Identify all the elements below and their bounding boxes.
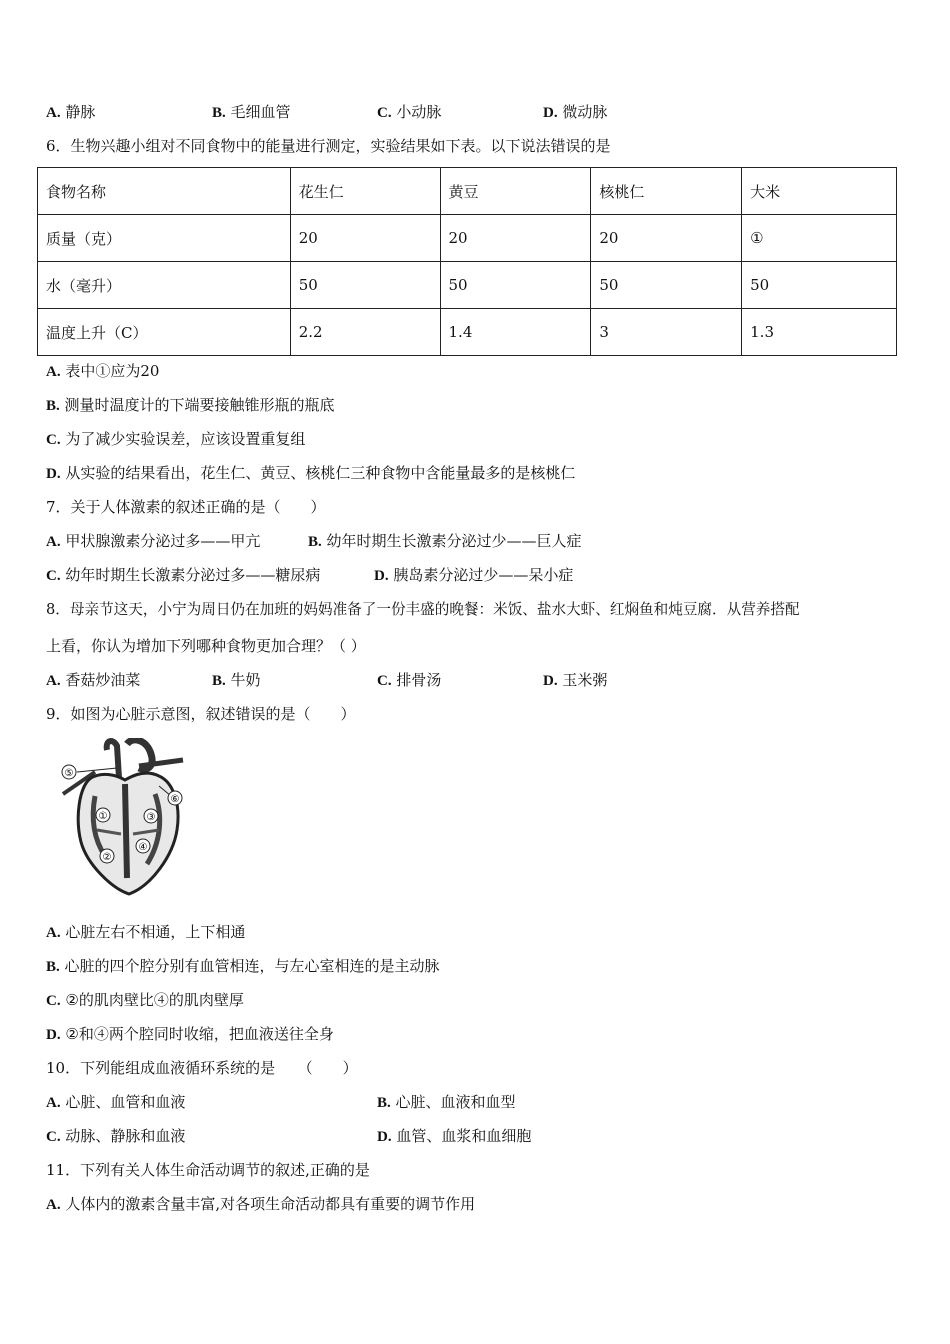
q6-option-c: C. 为了减少实验误差，应该设置重复组	[46, 430, 306, 448]
q11-stem: 11．下列有关人体生命活动调节的叙述,正确的是	[46, 1161, 370, 1179]
table-cell: 食物名称	[38, 168, 291, 215]
heart-diagram	[55, 738, 195, 898]
table-row	[38, 168, 897, 215]
heart-vessel	[107, 741, 119, 778]
q6-option-d: D. 从实验的结果看出，花生仁、黄豆、核桃仁三种食物中含能量最多的是核桃仁	[46, 464, 576, 482]
table-row	[38, 309, 897, 356]
table-cell: ①	[742, 215, 897, 262]
food-energy-table	[37, 167, 897, 356]
table-row	[38, 262, 897, 309]
table-cell: 温度上升（C）	[38, 309, 291, 356]
label-5: ⑤	[64, 768, 74, 779]
table-cell: 20	[591, 215, 742, 262]
q8-option-b: B. 牛奶	[212, 671, 261, 689]
q9-option-b: B. 心脏的四个腔分别有血管相连，与左心室相连的是主动脉	[46, 957, 440, 975]
label-3: ③	[146, 812, 156, 823]
q7-option-b: B. 幼年时期生长激素分泌过少——巨人症	[308, 532, 582, 550]
q7-option-d: D. 胰岛素分泌过少——呆小症	[374, 566, 574, 584]
table-cell: 50	[440, 262, 591, 309]
q10-option-c: C. 动脉、静脉和血液	[46, 1127, 186, 1145]
table-cell: 50	[591, 262, 742, 309]
table-cell: 水（毫升）	[38, 262, 291, 309]
q10-option-b: B. 心脏、血液和血型	[377, 1093, 516, 1111]
q9-option-c: C. ②的肌肉壁比④的肌肉壁厚	[46, 991, 244, 1009]
q5-option-d: D. 微动脉	[543, 103, 608, 121]
q7-option-c: C. 幼年时期生长激素分泌过多——糖尿病	[46, 566, 321, 584]
q8-option-c: C. 排骨汤	[377, 671, 442, 689]
heart-septum	[125, 784, 127, 878]
table-row	[38, 215, 897, 262]
label-4: ④	[138, 842, 148, 853]
q8-option-d: D. 玉米粥	[543, 671, 608, 689]
label-1: ①	[98, 811, 108, 822]
q7-stem: 7．关于人体激素的叙述正确的是（ ）	[46, 498, 326, 516]
q7-option-a: A. 甲状腺激素分泌过多——甲亢	[46, 532, 261, 550]
q11-option-a: A. 人体内的激素含量丰富,对各项生命活动都具有重要的调节作用	[46, 1195, 476, 1213]
label-2: ②	[102, 852, 112, 863]
q9-option-a: A. 心脏左右不相通，上下相通	[46, 923, 246, 941]
q5-option-c: C. 小动脉	[377, 103, 442, 121]
leader-line	[77, 768, 117, 772]
q6-option-b: B. 测量时温度计的下端要接触锥形瓶的瓶底	[46, 396, 335, 414]
heart-vessel	[139, 760, 183, 766]
table-cell: 50	[290, 262, 440, 309]
label-6: ⑥	[170, 794, 180, 805]
q10-stem: 10．下列能组成血液循环系统的是 （ ）	[46, 1059, 358, 1077]
table-cell: 质量（克）	[38, 215, 291, 262]
q6-option-a: A. 表中①应为20	[46, 362, 160, 380]
q5-option-b: B. 毛细血管	[212, 103, 291, 121]
table-cell: 2.2	[290, 309, 440, 356]
q9-option-d: D. ②和④两个腔同时收缩，把血液送往全身	[46, 1025, 334, 1043]
table-cell: 20	[440, 215, 591, 262]
table-cell: 3	[591, 309, 742, 356]
q9-stem: 9．如图为心脏示意图，叙述错误的是（ ）	[46, 705, 356, 723]
q6-stem: 6．生物兴趣小组对不同食物中的能量进行测定，实验结果如下表。以下说法错误的是	[46, 137, 611, 155]
q8-option-a: A. 香菇炒油菜	[46, 671, 141, 689]
table-cell: 20	[290, 215, 440, 262]
q8-stem-line1: 8．母亲节这天，小宁为周日仍在加班的妈妈准备了一份丰盛的晚餐：米饭、盐水大虾、红焖鱼和炖豆腐．从营养搭配	[46, 601, 800, 618]
q5-option-a: A. 静脉	[46, 103, 96, 121]
table-cell: 1.4	[440, 309, 591, 356]
table-cell: 核桃仁	[591, 168, 742, 215]
table-cell: 黄豆	[440, 168, 591, 215]
table-cell: 花生仁	[290, 168, 440, 215]
q10-option-d: D. 血管、血浆和血细胞	[377, 1127, 532, 1145]
q8-stem-line2: 上看，你认为增加下列哪种食物更加合理？（ ）	[46, 637, 366, 655]
table-cell: 50	[742, 262, 897, 309]
table-cell: 1.3	[742, 309, 897, 356]
table-cell: 大米	[742, 168, 897, 215]
q10-option-a: A. 心脏、血管和血液	[46, 1093, 186, 1111]
